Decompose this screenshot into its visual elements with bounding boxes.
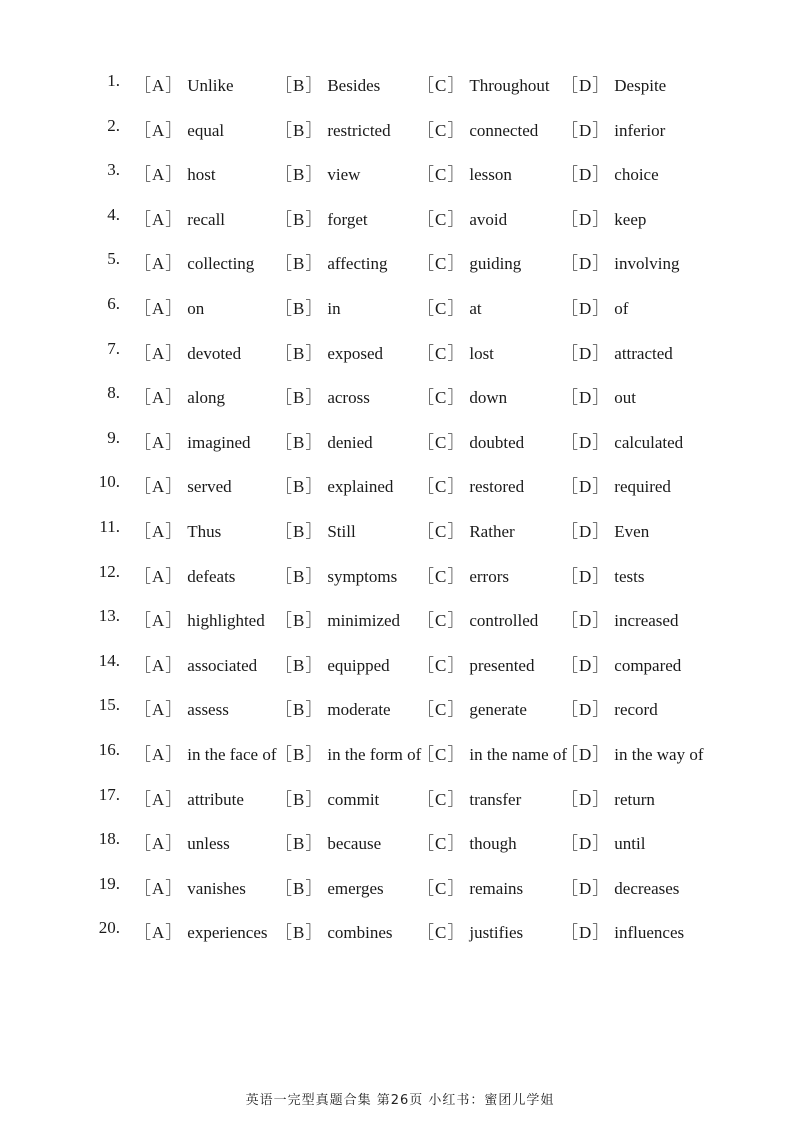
option-text: controlled bbox=[469, 611, 539, 631]
option-letter: ［A］ bbox=[134, 744, 184, 764]
question-number: 3. bbox=[107, 160, 120, 180]
option-d bbox=[561, 472, 671, 497]
option-text: explained bbox=[327, 477, 394, 497]
option-letter: ［A］ bbox=[134, 76, 184, 95]
option-text: tests bbox=[614, 566, 645, 586]
option-letter: ［D］ bbox=[561, 923, 611, 943]
option-c bbox=[417, 785, 521, 810]
option-text: recall bbox=[187, 209, 226, 229]
option-c bbox=[417, 339, 494, 364]
option-a bbox=[134, 829, 230, 854]
question-number: 9. bbox=[107, 427, 120, 447]
option-text: served bbox=[187, 477, 232, 497]
option-text: choice bbox=[614, 165, 659, 185]
option-text: moderate bbox=[327, 700, 391, 720]
option-d bbox=[561, 562, 645, 587]
option-c bbox=[417, 695, 527, 720]
option-letter: ［C］ bbox=[417, 834, 466, 854]
option-letter: ［C］ bbox=[417, 298, 466, 318]
option-letter: ［A］ bbox=[134, 655, 184, 675]
option-letter: ［B］ bbox=[275, 432, 324, 452]
question-row bbox=[0, 506, 800, 551]
option-letter: ［D］ bbox=[561, 343, 611, 363]
option-b bbox=[275, 383, 370, 408]
option-letter: ［A］ bbox=[134, 923, 184, 943]
option-text: defeats bbox=[187, 566, 236, 586]
option-c bbox=[417, 874, 523, 899]
option-d bbox=[561, 428, 683, 453]
option-d bbox=[561, 517, 649, 542]
option-d bbox=[561, 339, 673, 364]
option-letter: ［A］ bbox=[134, 700, 184, 720]
option-a bbox=[134, 160, 216, 185]
option-text: Still bbox=[327, 521, 356, 541]
option-d bbox=[561, 785, 655, 810]
option-d bbox=[561, 606, 678, 631]
option-text: presented bbox=[469, 655, 535, 675]
question-number: 2. bbox=[107, 115, 120, 135]
option-letter: ［D］ bbox=[561, 477, 611, 497]
option-text: in the form of bbox=[327, 744, 422, 764]
question-number: 18. bbox=[98, 829, 120, 849]
option-letter: ［B］ bbox=[275, 120, 324, 140]
option-text: collecting bbox=[187, 254, 255, 274]
option-text: in the face of bbox=[187, 744, 277, 764]
option-b bbox=[275, 606, 400, 631]
option-text: host bbox=[187, 165, 216, 185]
option-text: involving bbox=[614, 254, 680, 274]
option-letter: ［A］ bbox=[134, 120, 184, 140]
option-d bbox=[561, 918, 684, 943]
option-letter: ［D］ bbox=[561, 254, 611, 274]
question-number: 1. bbox=[107, 71, 120, 90]
option-d bbox=[561, 205, 646, 230]
option-c bbox=[417, 205, 507, 230]
option-letter: ［A］ bbox=[134, 165, 184, 185]
option-c bbox=[417, 829, 517, 854]
option-text: in the name of bbox=[469, 744, 568, 764]
option-a bbox=[134, 428, 251, 453]
option-text: Despite bbox=[614, 76, 667, 95]
option-letter: ［C］ bbox=[417, 120, 466, 140]
option-letter: ［B］ bbox=[275, 76, 324, 95]
option-a bbox=[134, 918, 268, 943]
option-letter: ［A］ bbox=[134, 209, 184, 229]
option-letter: ［B］ bbox=[275, 744, 324, 764]
option-b bbox=[275, 695, 391, 720]
option-text: required bbox=[614, 477, 671, 497]
question-number: 20. bbox=[98, 918, 120, 938]
option-text: of bbox=[614, 298, 629, 318]
option-text: keep bbox=[614, 209, 647, 229]
question-number: 6. bbox=[107, 293, 120, 313]
option-letter: ［B］ bbox=[275, 878, 324, 898]
option-text: transfer bbox=[469, 789, 522, 809]
option-text: remains bbox=[469, 878, 524, 898]
question-number: 4. bbox=[107, 204, 120, 224]
option-a bbox=[134, 116, 224, 141]
option-letter: ［A］ bbox=[134, 343, 184, 363]
option-c bbox=[417, 160, 512, 185]
option-letter: ［A］ bbox=[134, 566, 184, 586]
option-letter: ［D］ bbox=[561, 432, 611, 452]
option-letter: ［A］ bbox=[134, 388, 184, 408]
option-text: restricted bbox=[327, 120, 391, 140]
option-letter: ［D］ bbox=[561, 700, 611, 720]
question-list bbox=[0, 60, 800, 952]
question-row bbox=[0, 818, 800, 863]
question-number: 5. bbox=[107, 249, 120, 269]
option-c bbox=[417, 517, 515, 542]
option-d bbox=[561, 383, 636, 408]
option-text: forget bbox=[327, 209, 368, 229]
option-text: affecting bbox=[327, 254, 388, 274]
option-letter: ［D］ bbox=[561, 611, 611, 631]
option-a bbox=[134, 874, 246, 899]
option-letter: ［D］ bbox=[561, 298, 611, 318]
option-text: out bbox=[614, 388, 637, 408]
option-letter: ［B］ bbox=[275, 388, 324, 408]
option-a bbox=[134, 383, 225, 408]
question-number: 10. bbox=[98, 472, 120, 492]
option-d bbox=[561, 740, 704, 765]
option-letter: ［A］ bbox=[134, 477, 184, 497]
question-row bbox=[0, 640, 800, 685]
option-b bbox=[275, 116, 391, 141]
option-letter: ［C］ bbox=[417, 477, 466, 497]
option-d bbox=[561, 249, 679, 274]
option-letter: ［D］ bbox=[561, 566, 611, 586]
question-row bbox=[0, 729, 800, 774]
option-d bbox=[561, 651, 681, 676]
option-letter: ［C］ bbox=[417, 789, 466, 809]
option-letter: ［C］ bbox=[417, 343, 466, 363]
option-text: avoid bbox=[469, 209, 508, 229]
option-text: on bbox=[187, 298, 205, 318]
option-a bbox=[134, 249, 254, 274]
option-b bbox=[275, 740, 421, 765]
option-a bbox=[134, 205, 225, 230]
question-number: 7. bbox=[107, 338, 120, 358]
option-letter: ［A］ bbox=[134, 298, 184, 318]
question-number: 13. bbox=[98, 606, 120, 626]
question-number: 15. bbox=[98, 695, 120, 715]
option-text: experiences bbox=[187, 923, 268, 943]
option-text: lesson bbox=[469, 165, 512, 185]
option-letter: ［C］ bbox=[417, 700, 466, 720]
option-letter: ［D］ bbox=[561, 789, 611, 809]
question-row bbox=[0, 907, 800, 952]
option-text: because bbox=[327, 834, 382, 854]
option-letter: ［A］ bbox=[134, 878, 184, 898]
option-text: in bbox=[327, 298, 341, 318]
option-letter: ［D］ bbox=[561, 209, 611, 229]
option-c bbox=[417, 383, 507, 408]
option-text: calculated bbox=[614, 432, 684, 452]
option-letter: ［C］ bbox=[417, 521, 466, 541]
option-letter: ［C］ bbox=[417, 76, 466, 95]
option-c bbox=[417, 249, 521, 274]
option-letter: ［C］ bbox=[417, 611, 466, 631]
option-d bbox=[561, 874, 679, 899]
page-footer: 英语一完型真题合集 第26页 小红书：蜜团儿学姐 bbox=[245, 1093, 555, 1108]
option-a bbox=[134, 562, 235, 587]
option-letter: ［B］ bbox=[275, 298, 324, 318]
question-row bbox=[0, 238, 800, 283]
option-b bbox=[275, 562, 397, 587]
option-text: Thus bbox=[187, 521, 222, 541]
option-b bbox=[275, 160, 360, 185]
question-row bbox=[0, 328, 800, 373]
option-text: compared bbox=[614, 655, 682, 675]
option-d bbox=[561, 160, 659, 185]
option-text: until bbox=[614, 834, 646, 854]
option-text: attribute bbox=[187, 789, 244, 809]
question-number: 12. bbox=[98, 561, 120, 581]
option-c bbox=[417, 472, 524, 497]
option-d bbox=[561, 294, 628, 319]
option-letter: ［D］ bbox=[561, 834, 611, 854]
option-letter: ［D］ bbox=[561, 165, 611, 185]
option-letter: ［C］ bbox=[417, 655, 466, 675]
option-a bbox=[134, 294, 204, 319]
option-letter: ［B］ bbox=[275, 254, 324, 274]
option-text: associated bbox=[187, 655, 258, 675]
option-c bbox=[417, 740, 567, 765]
question-number: 19. bbox=[98, 873, 120, 893]
question-row bbox=[0, 684, 800, 729]
question-row bbox=[0, 417, 800, 462]
question-row bbox=[0, 774, 800, 819]
option-text: at bbox=[469, 298, 482, 318]
option-text: unless bbox=[187, 834, 230, 854]
option-letter: ［D］ bbox=[561, 744, 611, 764]
question-row bbox=[0, 283, 800, 328]
question-row bbox=[0, 149, 800, 194]
option-letter: ［C］ bbox=[417, 878, 466, 898]
option-b bbox=[275, 472, 393, 497]
option-letter: ［B］ bbox=[275, 700, 324, 720]
option-letter: ［B］ bbox=[275, 521, 324, 541]
option-c bbox=[417, 562, 509, 587]
option-b bbox=[275, 249, 387, 274]
option-letter: ［C］ bbox=[417, 388, 466, 408]
option-text: Even bbox=[614, 521, 650, 541]
option-c bbox=[417, 918, 523, 943]
option-letter: ［B］ bbox=[275, 789, 324, 809]
option-text: symptoms bbox=[327, 566, 398, 586]
option-c bbox=[417, 606, 538, 631]
option-text: assess bbox=[187, 700, 229, 720]
option-text: Unlike bbox=[187, 76, 234, 95]
option-a bbox=[134, 71, 234, 96]
option-c bbox=[417, 294, 482, 319]
option-b bbox=[275, 651, 390, 676]
option-text: guiding bbox=[469, 254, 522, 274]
question-row bbox=[0, 551, 800, 596]
option-text: along bbox=[187, 388, 226, 408]
option-d bbox=[561, 829, 645, 854]
option-letter: ［D］ bbox=[561, 76, 611, 95]
question-number: 16. bbox=[98, 739, 120, 759]
option-text: connected bbox=[469, 120, 539, 140]
option-text: highlighted bbox=[187, 611, 265, 631]
question-number: 17. bbox=[98, 784, 120, 804]
option-a bbox=[134, 517, 221, 542]
option-letter: ［B］ bbox=[275, 165, 324, 185]
option-text: restored bbox=[469, 477, 525, 497]
option-text: in the way of bbox=[614, 744, 704, 764]
option-c bbox=[417, 428, 524, 453]
option-letter: ［B］ bbox=[275, 834, 324, 854]
option-text: exposed bbox=[327, 343, 384, 363]
option-letter: ［B］ bbox=[275, 655, 324, 675]
option-text: devoted bbox=[187, 343, 242, 363]
option-letter: ［D］ bbox=[561, 120, 611, 140]
option-text: minimized bbox=[327, 611, 401, 631]
question-row bbox=[0, 595, 800, 640]
option-a bbox=[134, 606, 265, 631]
option-b bbox=[275, 428, 373, 453]
option-text: generate bbox=[469, 700, 527, 720]
option-text: Besides bbox=[327, 76, 381, 95]
option-letter: ［C］ bbox=[417, 923, 466, 943]
option-text: inferior bbox=[614, 120, 666, 140]
option-text: Rather bbox=[469, 521, 515, 541]
option-a bbox=[134, 740, 276, 765]
option-text: combines bbox=[327, 923, 393, 943]
option-b bbox=[275, 785, 379, 810]
option-c bbox=[417, 651, 534, 676]
option-c bbox=[417, 116, 538, 141]
option-b bbox=[275, 339, 383, 364]
option-text: doubted bbox=[469, 432, 525, 452]
option-letter: ［A］ bbox=[134, 254, 184, 274]
option-text: attracted bbox=[614, 343, 673, 363]
question-row bbox=[0, 60, 800, 105]
question-number: 8. bbox=[107, 383, 120, 403]
option-letter: ［B］ bbox=[275, 566, 324, 586]
option-letter: ［C］ bbox=[417, 744, 466, 764]
option-c bbox=[417, 71, 550, 96]
option-text: across bbox=[327, 388, 370, 408]
option-d bbox=[561, 695, 658, 720]
option-a bbox=[134, 651, 257, 676]
option-text: imagined bbox=[187, 432, 251, 452]
option-text: decreases bbox=[614, 878, 680, 898]
option-b bbox=[275, 294, 341, 319]
option-text: equipped bbox=[327, 655, 390, 675]
option-text: though bbox=[469, 834, 517, 854]
option-b bbox=[275, 829, 381, 854]
question-row bbox=[0, 863, 800, 908]
option-letter: ［A］ bbox=[134, 611, 184, 631]
option-letter: ［A］ bbox=[134, 834, 184, 854]
question-row bbox=[0, 105, 800, 150]
option-text: errors bbox=[469, 566, 509, 586]
option-text: lost bbox=[469, 343, 494, 363]
option-text: equal bbox=[187, 120, 225, 140]
option-letter: ［B］ bbox=[275, 477, 324, 497]
option-letter: ［D］ bbox=[561, 388, 611, 408]
question-number: 14. bbox=[98, 650, 120, 670]
option-text: record bbox=[614, 700, 658, 720]
option-letter: ［C］ bbox=[417, 254, 466, 274]
option-text: return bbox=[614, 789, 655, 809]
option-a bbox=[134, 472, 232, 497]
option-letter: ［C］ bbox=[417, 209, 466, 229]
option-letter: ［D］ bbox=[561, 655, 611, 675]
option-text: commit bbox=[327, 789, 380, 809]
question-row bbox=[0, 461, 800, 506]
option-d bbox=[561, 116, 665, 141]
option-d bbox=[561, 71, 666, 96]
option-text: increased bbox=[614, 611, 679, 631]
option-text: view bbox=[327, 165, 361, 185]
option-b bbox=[275, 874, 384, 899]
option-a bbox=[134, 695, 229, 720]
option-text: down bbox=[469, 388, 508, 408]
option-letter: ［D］ bbox=[561, 521, 611, 541]
option-letter: ［C］ bbox=[417, 566, 466, 586]
option-letter: ［C］ bbox=[417, 432, 466, 452]
option-a bbox=[134, 339, 241, 364]
question-row bbox=[0, 194, 800, 239]
option-text: justifies bbox=[469, 923, 524, 943]
option-text: denied bbox=[327, 432, 373, 452]
question-row bbox=[0, 372, 800, 417]
option-letter: ［B］ bbox=[275, 611, 324, 631]
option-letter: ［B］ bbox=[275, 343, 324, 363]
option-letter: ［B］ bbox=[275, 923, 324, 943]
option-a bbox=[134, 785, 244, 810]
option-letter: ［A］ bbox=[134, 789, 184, 809]
option-b bbox=[275, 71, 380, 96]
option-b bbox=[275, 517, 356, 542]
option-letter: ［A］ bbox=[134, 521, 184, 541]
option-text: influences bbox=[614, 923, 685, 943]
question-number: 11. bbox=[99, 516, 120, 536]
option-b bbox=[275, 918, 393, 943]
option-letter: ［B］ bbox=[275, 209, 324, 229]
option-letter: ［C］ bbox=[417, 165, 466, 185]
option-letter: ［A］ bbox=[134, 432, 184, 452]
option-text: vanishes bbox=[187, 878, 246, 898]
option-b bbox=[275, 205, 368, 230]
option-text: emerges bbox=[327, 878, 384, 898]
option-text: Throughout bbox=[469, 76, 550, 95]
option-letter: ［D］ bbox=[561, 878, 611, 898]
